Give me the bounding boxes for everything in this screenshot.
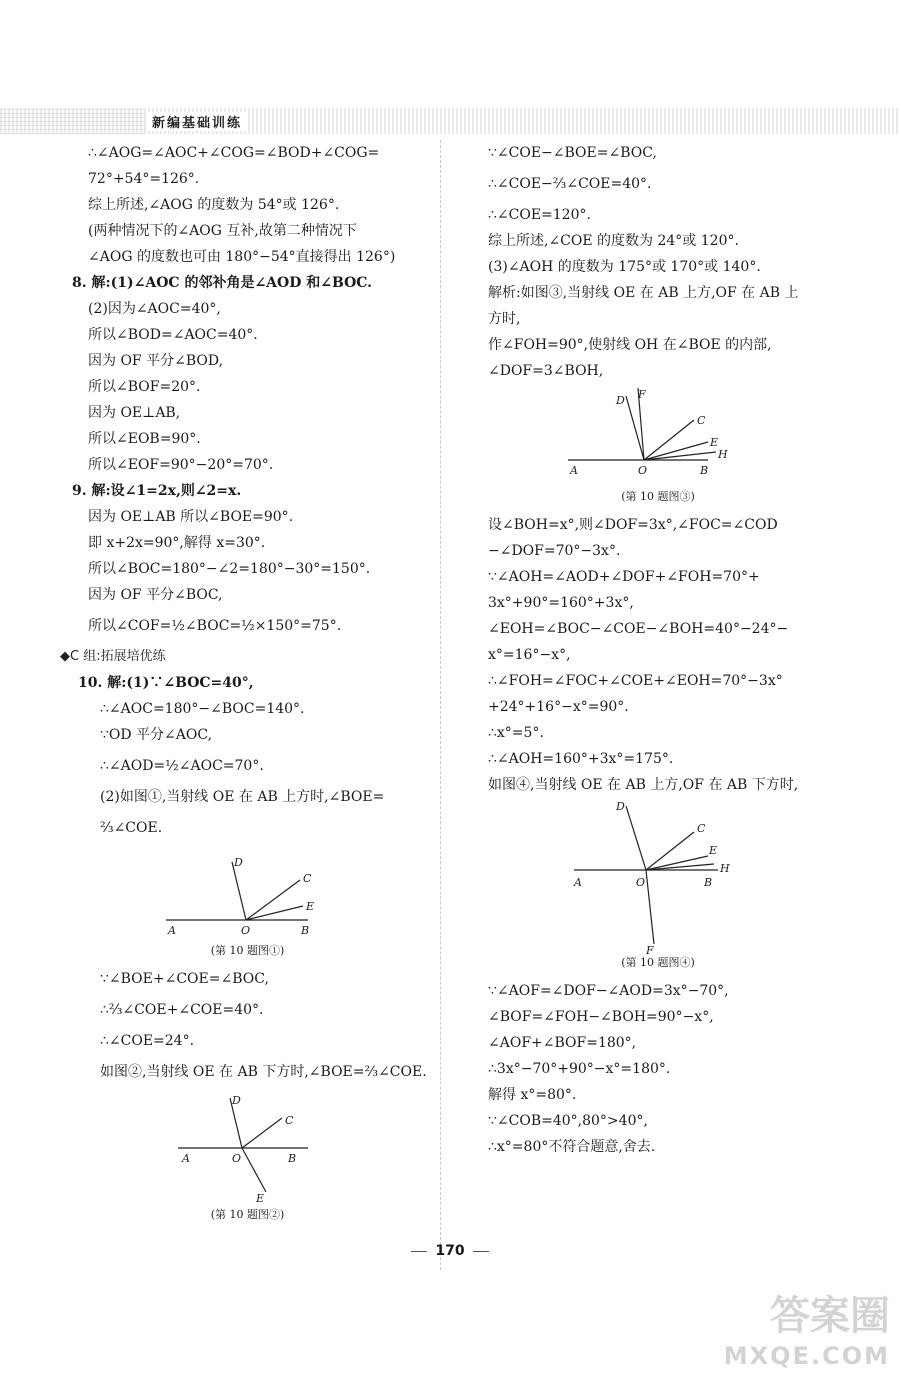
book-title: 新编基础训练 [148, 112, 246, 131]
text-line: ∴∠AOD=½∠AOC=70°. [100, 758, 264, 774]
label-O: O [636, 876, 646, 889]
page-number: 170 [435, 1243, 465, 1259]
text-line: ∵OD 平分∠AOC, [100, 727, 213, 743]
footer-dash-right [473, 1251, 489, 1252]
label-H: H [720, 862, 730, 875]
text-line: ∠DOF=3∠BOH, [488, 363, 604, 379]
label-D: D [233, 856, 243, 869]
watermark [720, 1293, 890, 1386]
text-line: ∠BOF=∠FOH−∠BOH=90°−x°, [488, 1009, 714, 1025]
text-line: 综上所述,∠COE 的度数为 24°或 120°. [488, 233, 739, 249]
figure-3-caption: (第 10 题图③) [621, 490, 695, 503]
label-E: E [710, 436, 719, 449]
label-A: A [167, 924, 176, 937]
text-line: 因为 OE⊥AB, [88, 405, 181, 421]
label-E: E [305, 900, 314, 913]
label-O: O [231, 1152, 241, 1165]
figure-1-diagram [158, 850, 338, 942]
problem-10-heading: 10. 解:(1)∵∠BOC=40°, [78, 675, 254, 691]
label-H: H [718, 448, 728, 461]
text-line: 3x°+90°=160°+3x°, [488, 595, 634, 611]
text-line: 综上所述,∠AOG 的度数为 54°或 126°. [88, 197, 340, 213]
figure-4-diagram [558, 802, 758, 954]
text-line: ∴∠AOH=160°+3x°=175°. [488, 751, 674, 767]
problem-8-heading: 8. 解:(1)∠AOC 的邻补角是∠AOD 和∠BOC. [72, 275, 373, 291]
figure-4-caption: (第 10 题图④) [621, 956, 695, 969]
text-line: 因为 OF 平分∠BOD, [88, 353, 224, 369]
left-column [60, 140, 435, 1230]
text-line: ∴3x°−70°+90°−x°=180°. [488, 1061, 671, 1077]
text-line: 如图④,当射线 OE 在 AB 上方,OF 在 AB 下方时, [488, 777, 799, 793]
label-C: C [697, 822, 706, 835]
text-line: (3)∠AOH 的度数为 175°或 170°或 140°. [488, 259, 761, 275]
footer-dash-left [411, 1251, 427, 1252]
text-line: (两种情况下的∠AOG 互补,故第二种情况下 [88, 223, 357, 239]
text-line: 所以∠EOB=90°. [88, 431, 201, 447]
text-line: ∴∠COE=120°. [488, 207, 591, 223]
problem-9-heading: 9. 解:设∠1=2x,则∠2=x. [72, 483, 242, 499]
label-O: O [240, 924, 250, 937]
right-column [488, 140, 828, 1160]
label-E: E [709, 844, 718, 857]
text-line: 方时, [488, 311, 521, 327]
figure-1 [60, 850, 435, 960]
label-E: E [255, 1192, 264, 1205]
column-divider [440, 140, 441, 1270]
label-B: B [700, 464, 709, 477]
text-line: ∴x°=80°不符合题意,舍去. [488, 1139, 656, 1155]
label-D: D [616, 802, 625, 813]
figure-3-diagram [558, 388, 758, 488]
label-A: A [181, 1152, 190, 1165]
text-line: ∠AOF+∠BOF=180°, [488, 1035, 637, 1051]
text-line: ∵∠AOF=∠DOF−∠AOD=3x°−70°, [488, 983, 729, 999]
text-line: −∠DOF=70°−3x°. [488, 543, 621, 559]
text-line: ∴x°=5°. [488, 725, 544, 741]
text-line: ∵∠AOH=∠AOD+∠DOF+∠FOH=70°+ [488, 569, 760, 585]
text-line: ∴∠AOG=∠AOC+∠COG=∠BOD+∠COG= [88, 145, 380, 161]
figure-2 [60, 1094, 435, 1224]
text-line: 所以∠BOC=180°−∠2=180°−30°=150°. [88, 561, 371, 577]
label-B: B [300, 924, 309, 937]
label-D: D [231, 1094, 241, 1107]
text-line: ∴∠FOH=∠FOC+∠COE+∠EOH=70°−3x° [488, 673, 783, 689]
text-line: 因为 OF 平分∠BOC, [88, 587, 223, 603]
figure-2-caption: (第 10 题图②) [210, 1208, 285, 1221]
text-line: 解得 x°=80°. [488, 1087, 577, 1103]
text-line: ∴∠COE=24°. [100, 1033, 195, 1049]
label-F: F [638, 388, 646, 401]
text-line: 设∠BOH=x°,则∠DOF=3x°,∠FOC=∠COD [488, 517, 778, 533]
figure-3 [488, 388, 828, 506]
text-line: (2)如图①,当射线 OE 在 AB 上方时,∠BOE= [100, 789, 385, 805]
text-line: 如图②,当射线 OE 在 AB 下方时,∠BOE=⅔∠COE. [100, 1064, 427, 1080]
text-line: 所以∠EOF=90°−20°=70°. [88, 457, 274, 473]
text-line: x°=16°−x°, [488, 647, 571, 663]
header-pattern [0, 108, 145, 134]
text-line: 所以∠COF=½∠BOC=½×150°=75°. [88, 618, 342, 634]
text-line: 作∠FOH=90°,使射线 OH 在∠BOE 的内部, [488, 337, 772, 353]
header-band [0, 108, 900, 134]
text-line: ∠AOG 的度数也可由 180°−54°直接得出 126°) [88, 249, 396, 265]
label-A: A [570, 464, 578, 477]
watermark-url: MXQE.COM [723, 1342, 890, 1370]
label-D: D [616, 394, 625, 407]
text-line: ∵∠BOE+∠COE=∠BOC, [100, 971, 269, 987]
label-B: B [704, 876, 713, 889]
watermark-text: 答案圈 [770, 1293, 890, 1339]
text-line: 即 x+2x=90°,解得 x=30°. [88, 535, 266, 551]
text-line: 所以∠BOF=20°. [88, 379, 201, 395]
text-line: 所以∠BOD=∠AOC=40°. [88, 327, 258, 343]
figure-4 [488, 802, 828, 972]
label-A: A [574, 876, 582, 889]
text-line: ⅔∠COE. [100, 820, 163, 836]
label-C: C [302, 872, 311, 885]
text-line: ∵∠COB=40°,80°>40°, [488, 1113, 648, 1129]
label-O: O [638, 464, 648, 477]
text-line: ∠EOH=∠BOC−∠COE−∠BOH=40°−24°− [488, 621, 789, 637]
text-line: ∴∠COE−⅔∠COE=40°. [488, 176, 652, 192]
text-line: (2)因为∠AOC=40°, [88, 301, 221, 317]
text-line: 因为 OE⊥AB 所以∠BOE=90°. [88, 509, 294, 525]
label-F: F [646, 944, 654, 954]
text-line: ∵∠COE−∠BOE=∠BOC, [488, 145, 657, 161]
figure-1-caption: (第 10 题图①) [210, 944, 285, 957]
label-C: C [697, 414, 706, 427]
text-line: ∴⅔∠COE+∠COE=40°. [100, 1002, 264, 1018]
text-line: 解析:如图③,当射线 OE 在 AB 上方,OF 在 AB 上 [488, 285, 799, 301]
text-line: +24°+16°−x°=90°. [488, 699, 629, 715]
label-C: C [284, 1114, 293, 1127]
page-footer [0, 1243, 900, 1259]
section-heading: ◆C 组:拓展培优练 [60, 649, 166, 664]
label-B: B [287, 1152, 296, 1165]
figure-2-diagram [158, 1094, 338, 1206]
text-line: ∴∠AOC=180°−∠BOC=140°. [100, 701, 305, 717]
text-line: 72°+54°=126°. [88, 171, 200, 187]
